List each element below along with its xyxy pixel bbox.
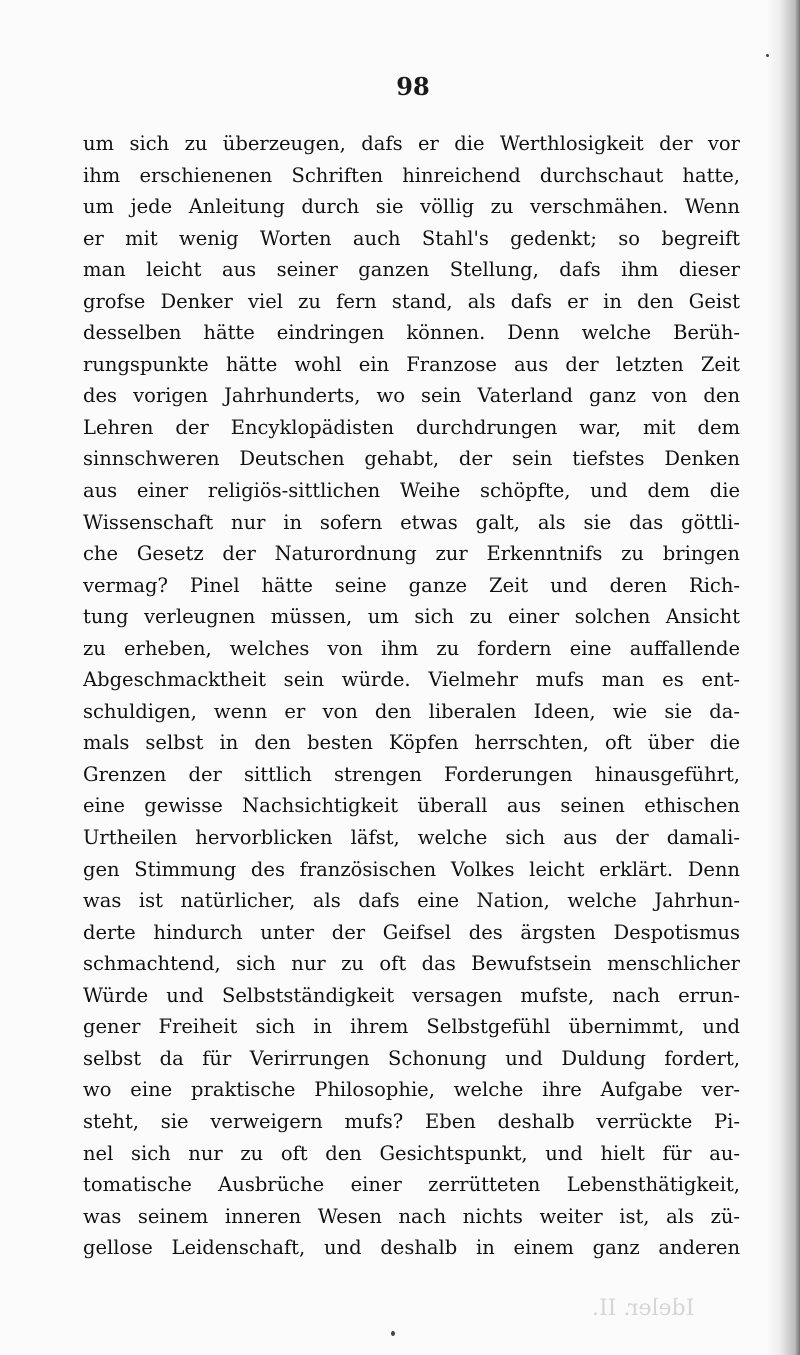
text-line: vermag? Pinel hätte seine ganze Zeit und deren Rich- bbox=[83, 573, 740, 597]
text-line: tung verleugnen müssen, um sich zu einer solchen Ansicht bbox=[83, 605, 740, 629]
text-line: derte hindurch unter der Geifsel des ärgsten Despotismus bbox=[83, 920, 740, 944]
text-line: Abgeschmacktheit sein würde. Vielmehr mufs man es ent- bbox=[83, 668, 740, 692]
text-line: gellose Leidenschaft, und deshalb in einem ganz anderen bbox=[83, 1236, 740, 1260]
text-line: wo eine praktische Philosophie, welche ihre Aufgabe ver- bbox=[83, 1078, 740, 1102]
text-line: steht, sie verweigern mufs? Eben deshalb verrückte Pi- bbox=[83, 1109, 740, 1133]
text-line: Grenzen der sittlich strengen Forderungen hinausgeführt, bbox=[83, 762, 740, 786]
text-line: Wissenschaft nur in sofern etwas galt, als sie das göttli- bbox=[83, 510, 740, 534]
print-speck bbox=[391, 1331, 395, 1336]
text-line: um sich zu überzeugen, dafs er die Werthlosigkeit der vor bbox=[83, 132, 740, 155]
text-line: was seinem inneren Wesen nach nichts weiter ist, als zü- bbox=[83, 1204, 740, 1228]
text-line: um jede Anleitung durch sie völlig zu verschmähen. Wenn bbox=[83, 195, 740, 219]
text-line: schuldigen, wenn er von den liberalen Ideen, wie sie da- bbox=[83, 699, 740, 723]
page-edge-shadow bbox=[766, 0, 800, 1355]
text-line: desselben hätte eindringen können. Denn welche Berüh- bbox=[83, 321, 740, 345]
text-line: ihm erschienenen Schriften hinreichend durchschaut hatte, bbox=[83, 163, 740, 187]
text-line: des vorigen Jahrhunderts, wo sein Vaterland ganz von den bbox=[83, 384, 740, 408]
text-line: sinnschweren Deutschen gehabt, der sein tiefstes Denken bbox=[83, 447, 740, 471]
text-line: schmachtend, sich nur zu oft das Bewufstsein menschlicher bbox=[83, 952, 740, 976]
text-line: man leicht aus seiner ganzen Stellung, dafs ihm dieser bbox=[83, 258, 740, 282]
text-line: zu erheben, welches von ihm zu fordern eine auffallende bbox=[83, 636, 740, 660]
text-line: mals selbst in den besten Köpfen herrschten, oft über die bbox=[83, 731, 740, 755]
text-line: aus einer religiös-sittlichen Weihe schöpfte, und dem die bbox=[83, 479, 740, 503]
text-line: nel sich nur zu oft den Gesichtspunkt, und hielt für au- bbox=[83, 1141, 740, 1165]
text-line: selbst da für Verirrungen Schonung und Duldung fordert, bbox=[83, 1046, 740, 1070]
text-line: tomatische Ausbrüche einer zerrütteten Lebensthätigkeit, bbox=[83, 1173, 740, 1197]
text-line: rungspunkte hätte wohl ein Franzose aus der letzten Zeit bbox=[83, 352, 740, 376]
bleed-through-text: Ideler. II. bbox=[592, 1296, 695, 1321]
text-line: Urtheilen hervorblicken läfst, welche sich aus der damali- bbox=[83, 826, 740, 850]
text-line: eine gewisse Nachsichtigkeit überall aus seinen ethischen bbox=[83, 794, 740, 818]
page-number: 98 bbox=[396, 72, 430, 101]
text-line: Lehren der Encyklopädisten durchdrungen war, mit dem bbox=[83, 415, 740, 439]
text-line: Würde und Selbstständigkeit versagen mufste, nach errun- bbox=[83, 983, 740, 1007]
text-line: grofse Denker viel zu fern stand, als dafs er in den Geist bbox=[83, 289, 740, 313]
text-line: gen Stimmung des französischen Volkes leicht erklärt. Denn bbox=[83, 857, 740, 881]
text-line: er mit wenig Worten auch Stahl's gedenkt; so begreift bbox=[83, 226, 740, 250]
text-line: was ist natürlicher, als dafs eine Nation, welche Jahrhun- bbox=[83, 889, 740, 913]
text-line: gener Freiheit sich in ihrem Selbstgefühl übernimmt, und bbox=[83, 1015, 740, 1039]
body-text bbox=[83, 128, 740, 1264]
print-speck bbox=[766, 54, 769, 57]
text-line: che Gesetz der Naturordnung zur Erkenntnifs zu bringen bbox=[83, 542, 740, 566]
